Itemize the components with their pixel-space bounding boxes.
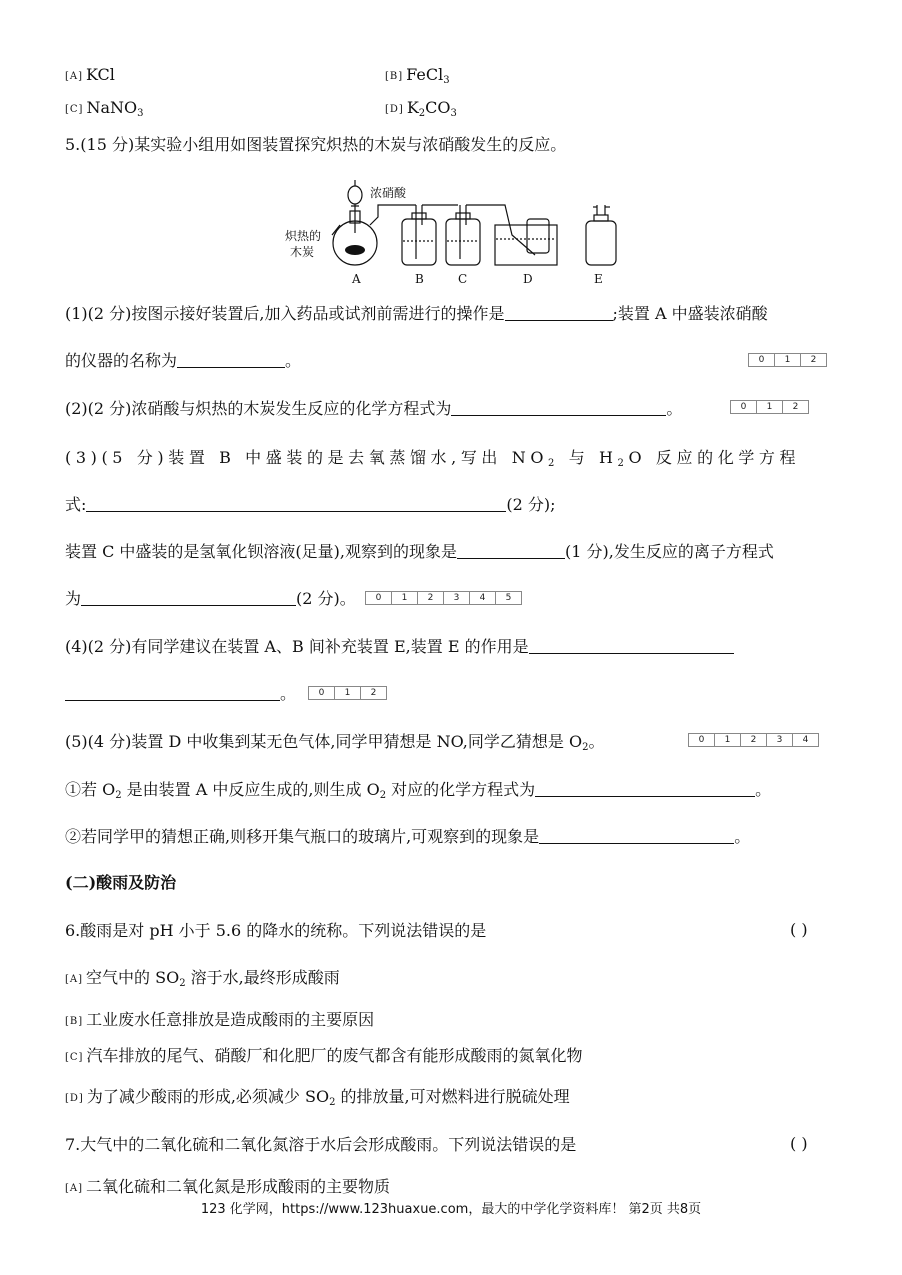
bottle-c: [446, 219, 480, 265]
q5-part5-sub2: ②若同学甲的猜想正确,则移开集气瓶口的玻璃片,可观察到的现象是 。: [65, 827, 751, 846]
q6-option-a: [A] 空气中的 $SO_2$ 溶于水,最终形成酸雨: [65, 968, 340, 989]
q7-option-a: [A] 二氧化硫和二氧化氮是形成酸雨的主要物质: [65, 1177, 391, 1196]
q7-answer-paren[interactable]: ( ): [790, 1134, 808, 1153]
score-box-2[interactable]: 0 1 2: [730, 400, 809, 414]
answer-blank[interactable]: [451, 401, 666, 416]
q5-part5: (5)(4 分)装置 D 中收集到某无色气体,同学甲猜想是 NO,同学乙猜想是 $O_2$。: [65, 732, 605, 753]
q5-part3-line2: 式: (2 分);: [65, 495, 556, 514]
q4-option-b: [B] FeCl$_3$: [385, 65, 450, 86]
label-a: A: [352, 272, 361, 286]
answer-blank[interactable]: [65, 686, 280, 701]
trough-d: [495, 225, 557, 265]
q6-answer-paren[interactable]: ( ): [790, 920, 808, 939]
answer-blank[interactable]: [457, 544, 565, 559]
q5-part3-line4: 为 (2 分)。: [65, 589, 356, 608]
page-footer: 123 化学网，https://www.123huaxue.com，最大的中学化学资料库！ 第2页 共8页: [200, 1202, 702, 1217]
q6-option-b: [B] 工业废水任意排放是造成酸雨的主要原因: [65, 1010, 375, 1029]
answer-blank[interactable]: [81, 591, 296, 606]
answer-blank[interactable]: [529, 639, 734, 654]
section-heading: (二)酸雨及防治: [65, 873, 177, 892]
q4-option-d: [D] $K_2CO_3$: [385, 98, 457, 119]
dropping-funnel: [348, 186, 362, 204]
score-box-1[interactable]: 0 1 2: [748, 353, 827, 367]
q5-part4-line1: (4)(2 分)有同学建议在装置 A、B 间补充装置 E,装置 E 的作用是: [65, 636, 734, 658]
answer-blank[interactable]: [177, 353, 285, 368]
q5-stem: 5.(15 分)某实验小组用如图装置探究炽热的木炭与浓硝酸发生的反应。: [65, 135, 567, 154]
label-carbon-1: 炽热的: [285, 229, 322, 243]
q5-part5-sub1: ①若 $O_2$ 是由装置 A 中反应生成的,则生成 $O_2$ 对应的化学方程式为 。: [65, 780, 772, 801]
q4-option-c: [C] NaNO$_3$: [65, 98, 144, 119]
q5-part2: (2)(2 分)浓硝酸与炽热的木炭发生反应的化学方程式为 。: [65, 399, 683, 418]
q6-option-c: [C] 汽车排放的尾气、硝酸厂和化肥厂的废气都含有能形成酸雨的氮氧化物: [65, 1046, 583, 1065]
label-carbon-2: 木炭: [290, 245, 315, 259]
q5-part4-line2: 。: [65, 683, 296, 705]
q5-part3-line3: 装置 C 中盛装的是氢氧化钡溶液(足量),观察到的现象是 (1 分),发生反应的离子方程式: [65, 542, 774, 561]
bottle-e: [586, 221, 616, 265]
q6-stem: 6.酸雨是对 pH 小于 5.6 的降水的统称。下列说法错误的是: [65, 921, 487, 940]
label-d: D: [523, 272, 533, 286]
q5-part3-line1: (3)(5 分)装置 B 中盛装的是去氧蒸馏水,写出 $NO_2$ 与 $H_2O$ 反应的化学方程: [65, 448, 801, 469]
answer-blank[interactable]: [535, 782, 755, 797]
q5-part1-line2: 的仪器的名称为 。: [65, 351, 302, 370]
q5-part1-line1: (1)(2 分)按图示接好装置后,加入药品或试剂前需进行的操作是 ;装置 A 中盛装浓硝酸: [65, 304, 768, 323]
q7-stem: 7.大气中的二氧化硫和二氧化氮溶于水后会形成酸雨。下列说法错误的是: [65, 1135, 577, 1154]
q6-option-d: [D] 为了减少酸雨的形成,必须减少 $SO_2$ 的排放量,可对燃料进行脱硫处理: [65, 1087, 570, 1108]
apparatus-diagram: [280, 175, 625, 290]
label-c: C: [458, 272, 468, 286]
bottle-b: [402, 219, 436, 265]
label-b: B: [415, 272, 424, 286]
label-acid: 浓硝酸: [370, 186, 407, 200]
q4-option-a: [A] KCl: [65, 65, 115, 84]
answer-blank[interactable]: [539, 829, 734, 844]
label-e: E: [594, 272, 603, 286]
score-box-5[interactable]: 0 1 2 3 4: [688, 733, 819, 747]
score-box-4[interactable]: 0 1 2: [308, 686, 387, 700]
answer-blank[interactable]: [86, 497, 506, 512]
score-box-3[interactable]: 0 1 2 3 4 5: [365, 591, 522, 605]
answer-blank[interactable]: [505, 306, 613, 321]
